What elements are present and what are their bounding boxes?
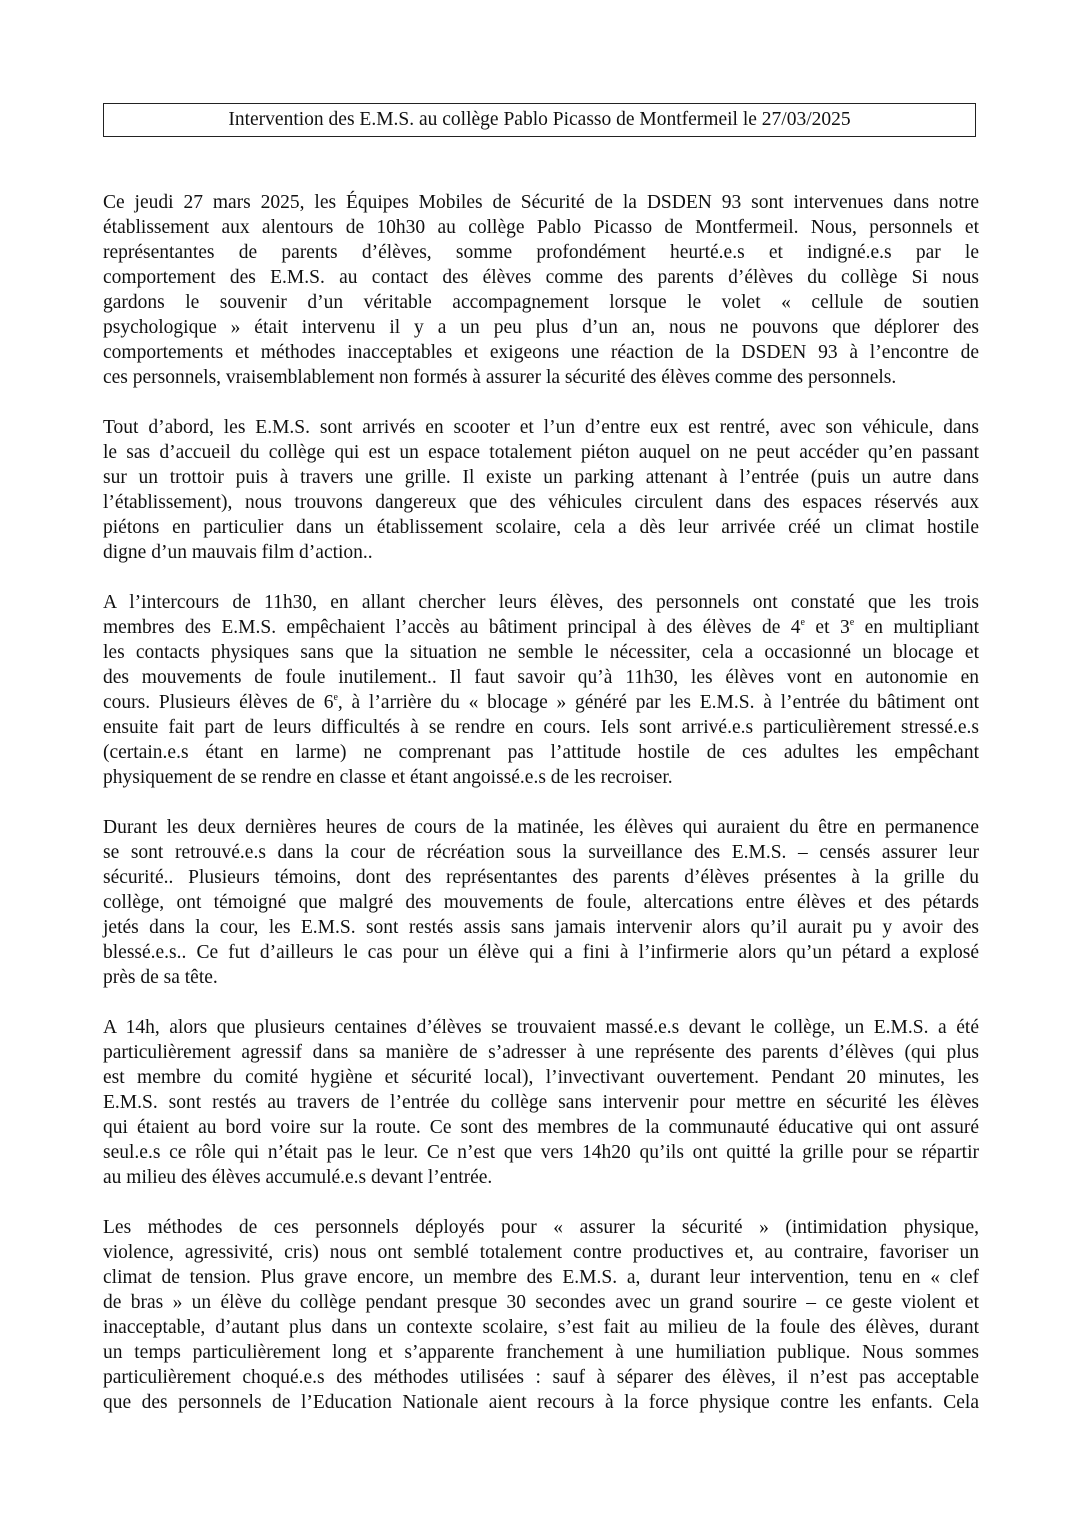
paragraph-line: piétons en particulier dans un établissement scolaire, cela a dès leur arrivée créé un climat hostile (103, 517, 979, 538)
paragraph-line: l’établissement), nous trouvons dangereux que des véhicules circulent dans des espaces réservés aux (103, 492, 979, 513)
paragraph-3 (103, 590, 979, 790)
paragraph-line: un temps particulièrement long et s’apparente franchement à une humiliation publique. Nous sommes (103, 1342, 979, 1363)
paragraph-line: Tout d’abord, les E.M.S. sont arrivés en scooter et l’un d’entre eux est rentré, avec son véhicule, dans (103, 417, 979, 438)
paragraph-line: ensuite fait part de leurs difficultés à se rendre en cours. Iels sont arrivé.e.s particulièrement stressé.e.s (103, 717, 979, 738)
paragraph-line: sécurité.. Plusieurs témoins, dont des représentantes des parents d’élèves présentes à la grille du (103, 867, 979, 888)
superscript: e (800, 616, 805, 628)
line-segment: en multipliant (854, 617, 980, 638)
paragraph-line: (certain.e.s étant en larme) ne comprenant pas l’attitude hostile de ces adultes les empêchant (103, 742, 979, 763)
document-body (103, 190, 979, 1440)
paragraph-line: A l’intercours de 11h30, en allant chercher leurs élèves, des personnels ont constaté que les trois (103, 592, 979, 613)
paragraph-line: A 14h, alors que plusieurs centaines d’élèves se trouvaient massé.e.s devant le collège, un E.M.S. a été (103, 1017, 979, 1038)
superscript: e (333, 691, 338, 703)
paragraph-line: particulièrement agressif dans sa manière de s’adresser à une représente des parents d’élèves (qui plus (103, 1042, 979, 1063)
line-segment: , à l’arrière du « blocage » généré par les E.M.S. à l’entrée du bâtiment ont (337, 692, 979, 713)
paragraph-line: au milieu des élèves accumulé.e.s devant l’entrée. (103, 1167, 493, 1188)
line-segment: et 3 (805, 617, 850, 638)
paragraph-line: sur un trottoir puis à travers une grille. Il existe un parking attenant à l’entrée (puis un autre dans (103, 467, 979, 488)
paragraph-line: comportements et méthodes inacceptables et exigeons une réaction de la DSDEN 93 à l’encontre de (103, 342, 979, 363)
paragraph-line: ces personnels, vraisemblablement non formés à assurer la sécurité des élèves comme des personnels. (103, 367, 897, 388)
paragraph-line: le sas d’accueil du collège qui est un espace totalement piéton auquel on ne peut accéder qu’en passant (103, 442, 979, 463)
paragraph-line: inacceptable, d’autant plus dans un contexte scolaire, s’est fait au milieu de la foule des élèves, durant (103, 1317, 979, 1338)
paragraph-line: Ce jeudi 27 mars 2025, les Équipes Mobiles de Sécurité de la DSDEN 93 sont intervenues dans notre (103, 192, 979, 213)
document-title: Intervention des E.M.S. au collège Pablo Picasso de Montfermeil le 27/03/2025 (228, 109, 851, 131)
paragraph-5 (103, 1015, 979, 1190)
paragraph-line: gardons le souvenir d’un véritable accompagnement lorsque le volet « cellule de soutien (103, 292, 979, 313)
paragraph-2 (103, 415, 979, 565)
paragraph-line: comportement des E.M.S. au contact des élèves comme des parents d’élèves du collège Si nous (103, 267, 979, 288)
paragraph-line: établissement aux alentours de 10h30 au collège Pablo Picasso de Montfermeil. Nous, personnels et (103, 217, 979, 238)
paragraph-line: Durant les deux dernières heures de cours de la matinée, les élèves qui auraient du être en permanence (103, 817, 979, 838)
paragraph-line: que des personnels de l’Education Nationale aient recours à la force physique contre les enfants. Cela (103, 1392, 979, 1413)
paragraph-line: digne d’un mauvais film d’action.. (103, 542, 373, 563)
paragraph-line: des mouvements de foule inutilement.. Il faut savoir qu’à 11h30, les élèves vont en autonomie en (103, 667, 979, 688)
paragraph-line: physiquement de se rendre en classe et étant angoissé.e.s de les recroiser. (103, 767, 673, 788)
paragraph-line: se sont retrouvé.e.s dans la cour de récréation sous la surveillance des E.M.S. – censés assurer leur (103, 842, 979, 863)
paragraph-line-with-superscript (103, 690, 979, 715)
paragraph-6 (103, 1215, 979, 1415)
line-segment: membres des E.M.S. empêchaient l’accès au bâtiment principal à des élèves de 4 (103, 617, 801, 638)
paragraph-line: blessé.e.s.. Ce fut d’ailleurs le cas pour un élève qui a fini à l’infirmerie alors qu’un pétard a explosé (103, 942, 979, 963)
paragraph-line: les contacts physiques sans que la situation ne semble le nécessiter, cela a occasionné un blocage et (103, 642, 979, 663)
paragraph-line: violence, agressivité, cris) nous ont semblé totalement contre productives et, au contraire, favoriser un (103, 1242, 979, 1263)
line-segment: cours. Plusieurs élèves de 6 (103, 692, 334, 713)
paragraph-line: est membre du comité hygiène et sécurité local), l’invectivant ouvertement. Pendant 20 minutes, les (103, 1067, 979, 1088)
paragraph-line: près de sa tête. (103, 967, 218, 988)
paragraph-line: qui étaient au bord voire sur la route. Ce sont des membres de la communauté éducative qui ont assuré (103, 1117, 979, 1138)
paragraph-line: collège, ont témoigné que malgré des mouvements de foule, altercations entre élèves et des pétards (103, 892, 979, 913)
paragraph-line-with-superscripts (103, 615, 979, 640)
paragraph-4 (103, 815, 979, 990)
paragraph-line: particulièrement choqué.e.s des méthodes utilisées : sauf à séparer des élèves, il n’est pas acceptable (103, 1367, 979, 1388)
paragraph-line: E.M.S. sont restés au travers de l’entrée du collège sans intervenir pour mettre en sécurité les élèves (103, 1092, 979, 1113)
paragraph-line: représentantes de parents d’élèves, somme profondément heurté.e.s et indigné.e.s par le (103, 242, 979, 263)
paragraph-line: de bras » un élève du collège pendant presque 30 secondes avec un grand sourire – ce geste violent et (103, 1292, 979, 1313)
paragraph-line: Les méthodes de ces personnels déployés pour « assurer la sécurité » (intimidation physique, (103, 1217, 979, 1238)
paragraph-line: climat de tension. Plus grave encore, un membre des E.M.S. a, durant leur intervention, tenu en « clef (103, 1267, 979, 1288)
paragraph-1 (103, 190, 979, 390)
paragraph-line: jetés dans la cour, les E.M.S. sont restés assis sans jamais intervenir alors qu’il aurait pu y avoir des (103, 917, 979, 938)
superscript: e (849, 616, 855, 628)
paragraph-line: seul.e.s ce rôle qui n’était pas le leur. Ce n’est que vers 14h20 qu’ils ont quitté la grille pour se répartir (103, 1142, 979, 1163)
title-box (103, 103, 976, 137)
paragraph-line: psychologique » était intervenu il y a un peu plus d’un an, nous ne pouvons que déplorer des (103, 317, 979, 338)
